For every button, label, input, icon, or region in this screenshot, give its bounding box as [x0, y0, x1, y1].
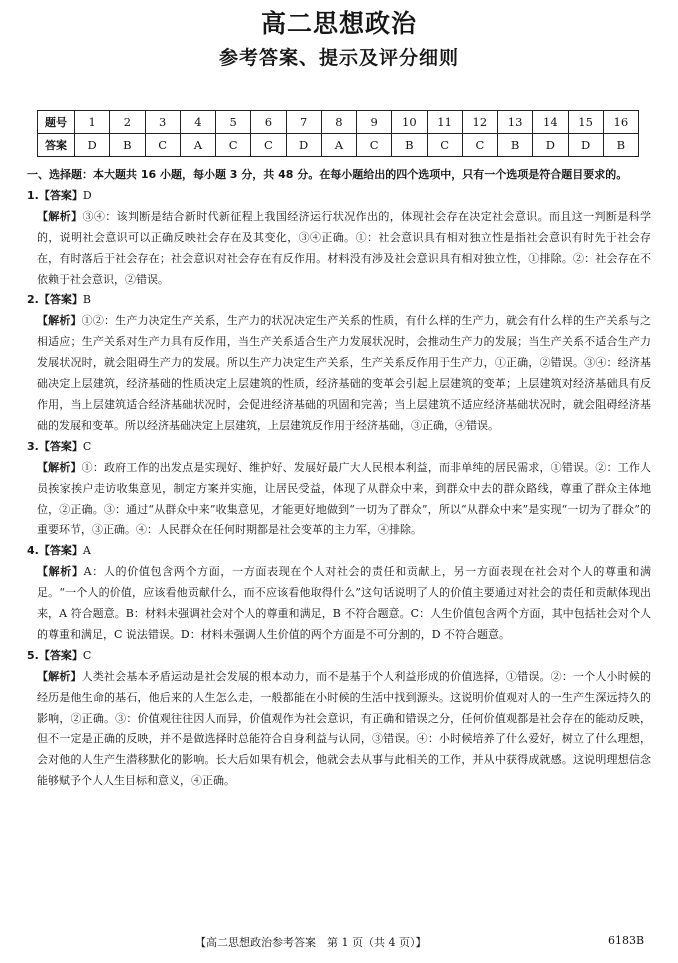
question-number: 5.	[27, 648, 39, 662]
analysis-text: ①②：生产力决定生产关系，生产力的状况决定生产关系的性质，有什么样的生产力，就会有什么样的生产关系与之相适应；生产关系对生产力具有反作用，当生产关系适合生产力发展状况时，会推动生产力的发展；当生产关系不适合生产力发展状况时，就会阻碍生产力的发展。所以生产力决定生产关系，生产关系反作用于生产力，①正确，②错误。③④：经济基础决定上层建筑，经济基础的性质决定上层建筑的性质，经济基础的变革会引起上层建筑的变革；上层建筑对经济基础具有反作用，当上层建筑适合经济基础状况时，会促进经济基础的巩固和完善；当上层建筑不适应经济基础状况时，就会阻碍经济基础的发展和变革。所以经济基础决定上层建筑，上层建筑反作用于经济基础，③正确，④错误。	[37, 314, 652, 432]
table-cell: 3	[145, 111, 180, 134]
analysis-text: A：人的价值包含两个方面，一方面表现在个人对社会的责任和贡献上，另一方面表现在社会对个人的尊重和满足。“一个人的价值，应该看他贡献什么，而不应该看他取得什么”这句话说明了人的价值主要通过对社会的责任和贡献体现出来，A 符合题意。B：材料未强调社会对个人的尊重和满足，B 不符合题意。C：人生价值包含两个方面，其中包括社会对个人的尊重和满足，C 说法错误。D：材料未强调人生价值的两个方面是不可分割的，D 不符合题意。	[37, 565, 651, 641]
table-cell: A	[180, 134, 215, 157]
question-analysis	[27, 562, 651, 646]
answer-tag: 【答案】	[38, 648, 83, 662]
answer-tag: 【答案】	[38, 439, 83, 453]
question-analysis	[27, 458, 651, 542]
answer-key-content	[27, 165, 651, 792]
table-cell: D	[568, 134, 603, 157]
table-cell: C	[251, 134, 286, 157]
answer-table-answer-row	[38, 134, 639, 157]
page-subtitle: 参考答案、提示及评分细则	[218, 47, 459, 69]
table-cell: 8	[321, 111, 356, 134]
table-cell: 15	[568, 111, 603, 134]
table-cell: B	[498, 134, 533, 157]
answer-tag: 【答案】	[38, 293, 83, 307]
answer-value: C	[82, 439, 92, 453]
row-label-number: 题号	[38, 111, 75, 134]
page-title: 高二思想政治	[260, 9, 417, 38]
table-cell: 5	[216, 111, 251, 134]
document-code: 6183B	[608, 934, 645, 947]
table-cell: 1	[75, 111, 110, 134]
section-heading: 一、选择题：本大题共 16 小题，每小题 3 分，共 48 分。在每小题给出的四个选项中，只有一个选项是符合题目要求的。	[27, 168, 628, 181]
question-answer-line	[27, 541, 651, 562]
answer-value: A	[82, 544, 91, 558]
table-cell: D	[75, 134, 110, 157]
table-cell: B	[603, 134, 638, 157]
table-cell: 13	[498, 111, 533, 134]
page-footer: 【高二思想政治参考答案 第 1 页（共 4 页）】	[195, 936, 427, 949]
table-cell: 6	[251, 111, 286, 134]
question-analysis	[27, 311, 651, 436]
question-answer-line	[27, 646, 651, 667]
table-cell: D	[533, 134, 568, 157]
analysis-tag: 【解析】	[37, 669, 82, 683]
table-cell: 12	[462, 111, 497, 134]
question-answer-line	[27, 186, 651, 207]
question-answer-line	[27, 290, 651, 311]
analysis-text: ①：政府工作的出发点是实现好、维护好、发展好最广大人民根本利益，而非单纯的居民需求，①错误。②：工作人员挨家挨户走访收集意见，制定方案并实施，让居民受益，体现了从群众中来，到群众中去的群众路线，尊重了群众主体地位，②正确。③：通过“从群众中来”收集意见，才能更好地做到“一切为了群众”，所以“从群众中来”是实现“一切为了群众”的重要环节，③正确。④：人民群众在任何时期都是社会变革的主力军，④排除。	[37, 460, 652, 537]
table-cell: C	[145, 134, 180, 157]
question-number: 4.	[27, 544, 39, 558]
answer-value: C	[82, 648, 92, 662]
table-cell: 7	[286, 111, 321, 134]
question-answer-line	[27, 437, 651, 458]
answer-tag: 【答案】	[38, 544, 83, 558]
table-cell: 11	[427, 111, 462, 134]
table-cell: C	[357, 134, 392, 157]
table-cell: 14	[533, 111, 568, 134]
question-number: 2.	[27, 293, 39, 307]
table-cell: C	[427, 134, 462, 157]
table-cell: B	[110, 134, 145, 157]
table-cell: 2	[110, 111, 145, 134]
analysis-tag: 【解析】	[37, 314, 82, 328]
analysis-text: 人类社会基本矛盾运动是社会发展的根本动力，而不是基于个人利益形成的价值选择，①错误。②：一个人小时候的经历是他生命的基石，他后来的人生怎么走，一般都能在小时候的生活中找到源头。这说明价值观对人的一生产生深远持久的影响，②正确。③：价值观往往因人而异，价值观作为社会意识，有正确和错误之分，任何价值观都是社会存在的能动反映，但不一定是正确的反映，并不是做选择时总能符合自身利益与认同，③错误。④：小时候培养了什么爱好，树立了什么理想，会对他的人生产生潜移默化的影响。长大后如果有机会，他就会去从事与此相关的工作，并从中获得成就感。这说明理想信念能够赋予个人人生目标和意义，④正确。	[37, 669, 652, 788]
row-label-answer: 答案	[38, 134, 75, 157]
table-cell: C	[216, 134, 251, 157]
answer-table-number-row	[38, 111, 639, 134]
table-cell: C	[462, 134, 497, 157]
table-cell: 9	[357, 111, 392, 134]
question-number: 1.	[27, 188, 39, 202]
analysis-tag: 【解析】	[37, 209, 83, 223]
answer-value: B	[82, 293, 91, 307]
question-analysis	[27, 207, 651, 291]
answer-value: D	[82, 188, 92, 202]
question-analysis	[27, 667, 651, 792]
analysis-text: ③④：该判断是结合新时代新征程上我国经济运行状况作出的，体现社会存在决定社会意识。而且这一判断是科学的，说明社会意识可以正确反映社会存在及其变化，③④正确。①：社会意识具有相对独立性是指社会意识有时先于社会存在，有时落后于社会存在；社会意识对社会存在有反作用。材料没有涉及社会意识具有相对独立性，①排除。②：社会存在不依赖于社会意识，②错误。	[37, 209, 652, 286]
question-number: 3.	[27, 439, 39, 453]
table-cell: 10	[392, 111, 427, 134]
analysis-tag: 【解析】	[37, 460, 82, 474]
analysis-tag: 【解析】	[37, 565, 84, 579]
table-cell: A	[321, 134, 356, 157]
answer-table	[37, 110, 639, 157]
table-cell: D	[286, 134, 321, 157]
table-cell: B	[392, 134, 427, 157]
table-cell: 16	[603, 111, 638, 134]
table-cell: 4	[180, 111, 215, 134]
answer-tag: 【答案】	[38, 188, 83, 202]
